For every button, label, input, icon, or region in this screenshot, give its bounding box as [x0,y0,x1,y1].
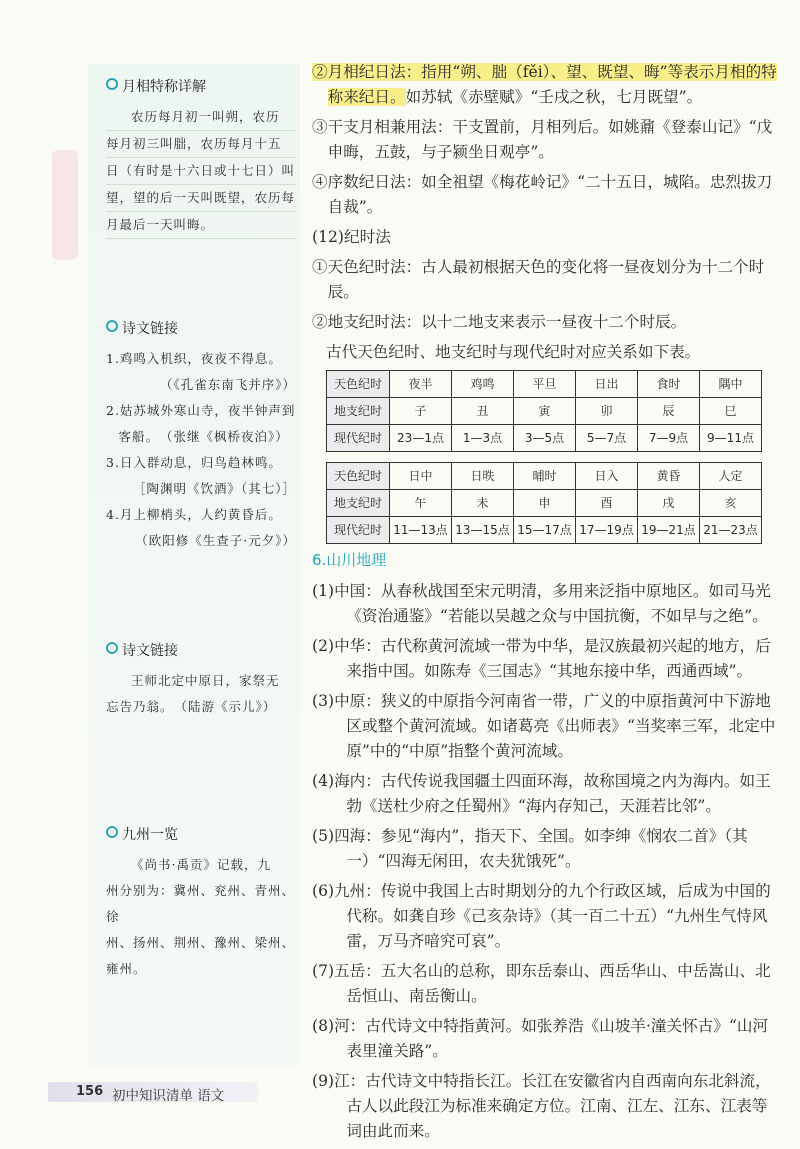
paragraph: ③干支月相兼用法：干支置前，月相列后。如姚鼐《登泰山记》“戊申晦，五鼓，与子颍坐日观亭”。 [312,118,773,161]
list-item: (8)河：古代诗文中特指黄河。如张养浩《山坡羊·潼关怀古》“山河表里潼关路”。 [312,1017,769,1060]
table-cell: 23—1点 [390,425,452,452]
table-cell: 19—21点 [638,517,700,544]
table-cell: 丑 [452,398,514,425]
table-cell: 戌 [638,490,700,517]
table-cell: 隅中 [700,371,762,398]
sidebar-line: ［陶渊明《饮酒》（其七）］ [132,481,296,496]
table-cell: 9—11点 [700,425,762,452]
table-cell: 未 [452,490,514,517]
list-item: (7)五岳：五大名山的总称，即东岳泰山、西岳华山、中岳嵩山、北岳恒山、南岳衡山。 [312,962,771,1005]
table-cell: 天色纪时 [327,463,390,490]
bullet-icon [106,826,118,838]
paragraph: ①天色纪时法：古人最初根据天色的变化将一昼夜划分为十二个时辰。 [312,258,765,301]
sidebar-line: 州分别为：冀州、兖州、青州、徐 [106,883,296,924]
list-item: (1)中国：从春秋战国至宋元明清，多用来泛指中原地区。如司马光《资治通鉴》“若能以吴越之众与中国抗衡，不如早与之绝”。 [312,582,771,625]
table-cell: 食时 [638,371,700,398]
table-cell: 1—3点 [452,425,514,452]
time-table-1 [326,370,762,452]
sidebar-line: 王师北定中原日，家祭无 [131,673,280,688]
table-cell: 申 [514,490,576,517]
page-footer [48,1082,258,1102]
table-cell: 15—17点 [514,517,576,544]
sidebar-line: 农历每月初一叫朔，农历 [106,104,296,131]
table-cell: 酉 [576,490,638,517]
sidebar-line: 忘告乃翁。 （陆游《示儿》） [106,699,277,714]
sidebar-line: （欧阳修《生查子·元夕》） [135,533,296,548]
list-item: (9)江：古代诗文中特指长江。长江在安徽省内自西南向东北斜流，古人以此段江为标准来确定方位。江南、江左、江东、江表等词由此而来。 [312,1072,771,1140]
list-item: (3)中原：狭义的中原指今河南省一带，广义的中原指黄河中下游地区或整个黄河流域。如诸葛亮《出师表》“当奖率三军，北定中原”中的“中原”指整个黄河流域。 [312,692,776,760]
table-cell: 日昳 [452,463,514,490]
sidebar-line: 每月初三叫朏，农历每月十五 [106,131,296,158]
table-cell: 5—7点 [576,425,638,452]
sidebar-line: （《孔雀东南飞并序》） [159,377,296,392]
bullet-icon [106,642,118,654]
sidebar-line: 望，望的后一天叫既望，农历每 [106,185,296,212]
table-cell: 巳 [700,398,762,425]
paragraph: 古代天色纪时、地支纪时与现代纪时对应关系如下表。 [326,343,701,361]
paragraph: ②地支纪时法：以十二地支来表示一昼夜十二个时辰。 [312,313,687,331]
sidebar-line: 1.鸡鸣入机织，夜夜不得息。 [106,351,282,366]
sidebar-line: 2.姑苏城外寒山寺，夜半钟声到 [106,403,296,418]
time-table-2 [326,462,762,544]
table-cell: 现代纪时 [327,517,390,544]
table-cell: 亥 [700,490,762,517]
sidebar-line: 州、扬州、荆州、豫州、梁州、 [106,935,296,950]
list-item: (5)四海：参见“海内”，指天下、全国。如李绅《悯农二首》（其一）“四海无闲田，农夫犹饿死”。 [312,827,748,870]
table-cell: 辰 [638,398,700,425]
table-cell: 日出 [576,371,638,398]
table-cell: 7—9点 [638,425,700,452]
sidebar-line: 客船。 （张继《枫桥夜泊》） [118,429,289,444]
sidebar-line: 3.日入群动息，归鸟趋林鸣。 [106,455,282,470]
sidebar-line: 4.月上柳梢头，人约黄昏后。 [106,507,282,522]
sidebar-box-poetry-links-2 [106,640,296,720]
table-cell: 17—19点 [576,517,638,544]
table-cell: 13—15点 [452,517,514,544]
page-edge-mark [52,150,78,260]
sidebar-line: 日（有时是十六日或十七日）叫 [106,158,296,185]
table-cell: 子 [390,398,452,425]
sidebar-box-title: 九州一览 [122,827,178,843]
table-cell: 日中 [390,463,452,490]
table-cell: 地支纪时 [327,398,390,425]
bullet-icon [106,320,118,332]
table-cell: 黄昏 [638,463,700,490]
table-cell: 11—13点 [390,517,452,544]
highlighted-text: ②月相纪日法：指用“朔、朏（fěi）、望、既望、晦”等表示月相的特称来纪日。 [312,63,777,106]
table-cell: 午 [390,490,452,517]
table-cell: 地支纪时 [327,490,390,517]
sidebar-line: 月最后一天叫晦。 [106,212,296,239]
table-cell: 平旦 [514,371,576,398]
table-cell: 3—5点 [514,425,576,452]
sidebar-box-title: 月相特称详解 [122,79,206,95]
section-title: 6.山川地理 [312,551,387,569]
sidebar-box-title: 诗文链接 [122,321,178,337]
sidebar-box-nine-provinces [106,824,296,982]
table-cell: 日入 [576,463,638,490]
table-cell: 21—23点 [700,517,762,544]
table-cell: 人定 [700,463,762,490]
book-title: 初中知识清单 语文 [112,1088,225,1104]
paragraph-moon-phase-dating: ②月相纪日法：指用“朔、朏（fěi）、望、既望、晦”等表示月相的特称来纪日。如苏轼《赤壁赋》“壬戌之秋，七月既望”。 [312,63,777,106]
list-item: (6)九州：传说中我国上古时期划分的九个行政区域，后成为中国的代称。如龚自珍《己亥杂诗》（其一百二十五）“九州生气恃风雷，万马齐喑究可哀”。 [312,882,771,950]
table-cell: 晡时 [514,463,576,490]
sidebar-box-title: 诗文链接 [122,643,178,659]
subheading: (12)纪时法 [312,228,391,246]
sidebar-box-poetry-links-1 [106,318,296,554]
sidebar-line: 《尚书·禹贡》记载，九 [131,857,271,872]
bullet-icon [106,78,118,90]
table-cell: 现代纪时 [327,425,390,452]
list-item: (2)中华：古代称黄河流域一带为中华，是汉族最初兴起的地方，后来指中国。如陈寿《三国志》“其地东接中华，西通西域”。 [312,637,771,680]
table-cell: 天色纪时 [327,371,390,398]
table-cell: 寅 [514,398,576,425]
main-content [312,60,778,1149]
sidebar-box-moon-phases [106,76,296,239]
table-cell: 夜半 [390,371,452,398]
list-item: (4)海内：古代传说我国疆土四面环海，故称国境之内为海内。如王勃《送杜少府之任蜀州》“海内存知己，天涯若比邻”。 [312,772,771,815]
page-number: 156 [76,1084,104,1099]
paragraph: ④序数纪日法：如全祖望《梅花岭记》“二十五日，城陷。忠烈拔刀自裁”。 [312,173,773,216]
table-cell: 卯 [576,398,638,425]
sidebar-line: 雍州。 [106,961,147,976]
table-cell: 鸡鸣 [452,371,514,398]
